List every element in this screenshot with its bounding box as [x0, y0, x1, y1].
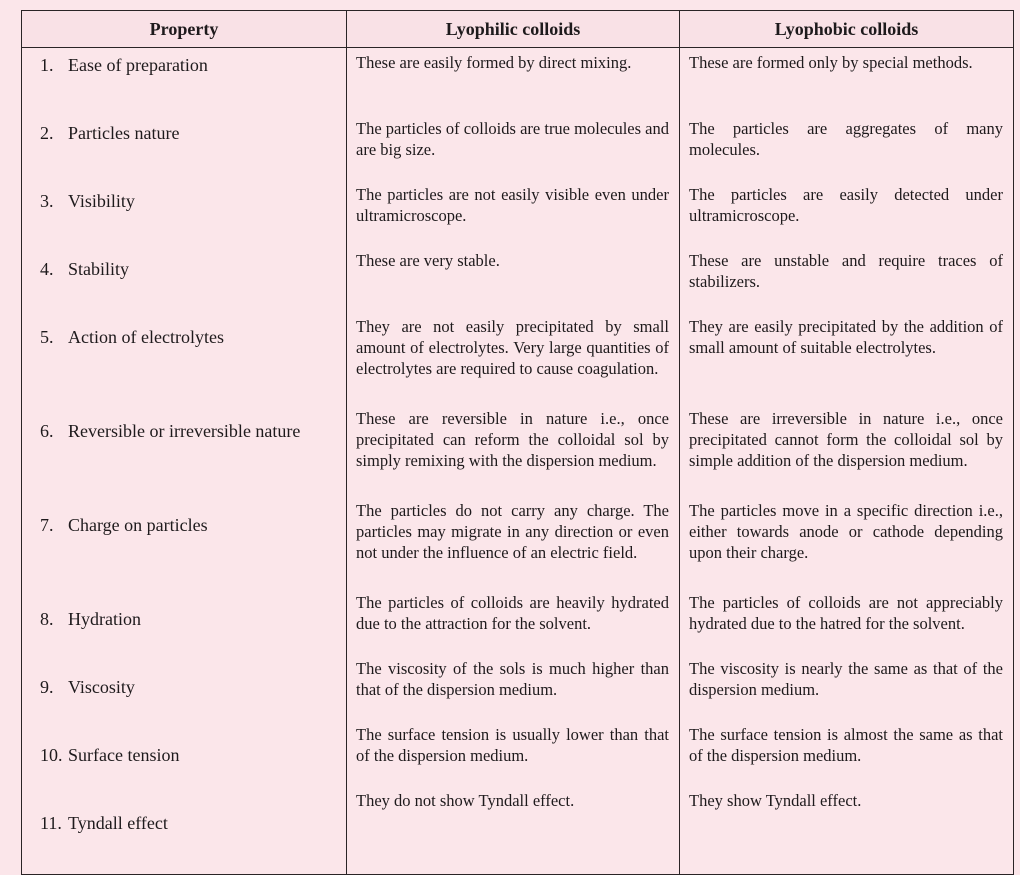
- property-number: 5.: [40, 327, 54, 347]
- property-item: [22, 670, 346, 738]
- property-item: [22, 252, 346, 320]
- table-body-row: [22, 48, 1014, 875]
- property-label: Action of electrolytes: [68, 327, 224, 347]
- lyophilic-description: The particles of colloids are true molecules and are big size.: [356, 119, 669, 159]
- property-number: 9.: [40, 677, 54, 697]
- lyophobic-description: The particles are aggregates of many molecules.: [689, 119, 1003, 159]
- property-label: Particles nature: [68, 123, 180, 143]
- property-item: [22, 414, 346, 508]
- lyophilic-column: [347, 48, 680, 875]
- property-item: [22, 116, 346, 184]
- lyophobic-description: The particles are easily detected under ultramicroscope.: [689, 185, 1003, 225]
- lyophilic-description: The surface tension is usually lower than that of the dispersion medium.: [356, 725, 669, 765]
- lyophilic-description: They are not easily precipitated by small amount of electrolytes. Very large quantities of electrolytes are required to cause coagulation.: [356, 317, 669, 378]
- property-number: 3.: [40, 191, 54, 211]
- property-number: 11.: [40, 813, 62, 833]
- lyophilic-description: These are reversible in nature i.e., once precipitated can reform the colloidal sol by simply remixing with the dispersion medium.: [356, 409, 669, 470]
- lyophobic-description: These are formed only by special methods.: [689, 53, 973, 72]
- lyophilic-description: They do not show Tyndall effect.: [356, 791, 575, 810]
- property-number: 1.: [40, 55, 54, 75]
- property-label: Stability: [68, 259, 130, 279]
- lyophilic-description: The viscosity of the sols is much higher than that of the dispersion medium.: [356, 659, 669, 699]
- property-label: Hydration: [68, 609, 141, 629]
- property-label: Viscosity: [68, 677, 135, 697]
- lyophobic-description: These are irreversible in nature i.e., once precipitated cannot form the colloidal sol by simple addition of the dispersion medium.: [689, 409, 1003, 470]
- lyophobic-description: They show Tyndall effect.: [689, 791, 862, 810]
- property-item: [22, 602, 346, 670]
- lyophobic-column: [680, 48, 1014, 875]
- property-number: 2.: [40, 123, 54, 143]
- comparison-table: [21, 10, 1014, 875]
- property-label: Ease of preparation: [68, 55, 208, 75]
- property-number: 4.: [40, 259, 54, 279]
- property-column: [22, 48, 347, 875]
- header-property: Property: [22, 11, 347, 48]
- lyophobic-description: The surface tension is almost the same as that of the dispersion medium.: [689, 725, 1003, 765]
- lyophobic-description: The particles of colloids are not appreciably hydrated due to the hatred for the solvent.: [689, 593, 1003, 633]
- property-item: [22, 738, 346, 806]
- property-item: [22, 184, 346, 252]
- property-item: [22, 806, 346, 874]
- property-item: [22, 320, 346, 414]
- property-label: Visibility: [68, 191, 135, 211]
- lyophilic-description: The particles do not carry any charge. The particles may migrate in any direction or even not under the influence of an electric field.: [356, 501, 669, 562]
- property-number: 7.: [40, 515, 54, 535]
- header-lyophilic: Lyophilic colloids: [347, 11, 680, 48]
- lyophilic-description: The particles of colloids are heavily hydrated due to the attraction for the solvent.: [356, 593, 669, 633]
- property-number: 8.: [40, 609, 54, 629]
- property-label: Reversible or irreversible nature: [68, 421, 301, 441]
- property-item: [22, 508, 346, 602]
- lyophobic-description: The viscosity is nearly the same as that of the dispersion medium.: [689, 659, 1003, 699]
- property-label: Charge on particles: [68, 515, 208, 535]
- property-item: [22, 48, 346, 116]
- property-number: 10.: [40, 745, 63, 765]
- lyophilic-description: These are very stable.: [356, 251, 500, 270]
- lyophilic-description: The particles are not easily visible even under ultramicroscope.: [356, 185, 669, 225]
- lyophobic-description: The particles move in a specific direction i.e., either towards anode or cathode depending upon their charge.: [689, 501, 1003, 562]
- property-number: 6.: [40, 421, 54, 441]
- property-label: Surface tension: [68, 745, 180, 765]
- property-label: Tyndall effect: [68, 813, 168, 833]
- table-header-row: [22, 11, 1014, 48]
- lyophobic-description: These are unstable and require traces of stabilizers.: [689, 251, 1003, 291]
- lyophobic-description: They are easily precipitated by the addition of small amount of suitable electrolytes.: [689, 317, 1003, 357]
- header-lyophobic: Lyophobic colloids: [680, 11, 1014, 48]
- lyophilic-description: These are easily formed by direct mixing.: [356, 53, 632, 72]
